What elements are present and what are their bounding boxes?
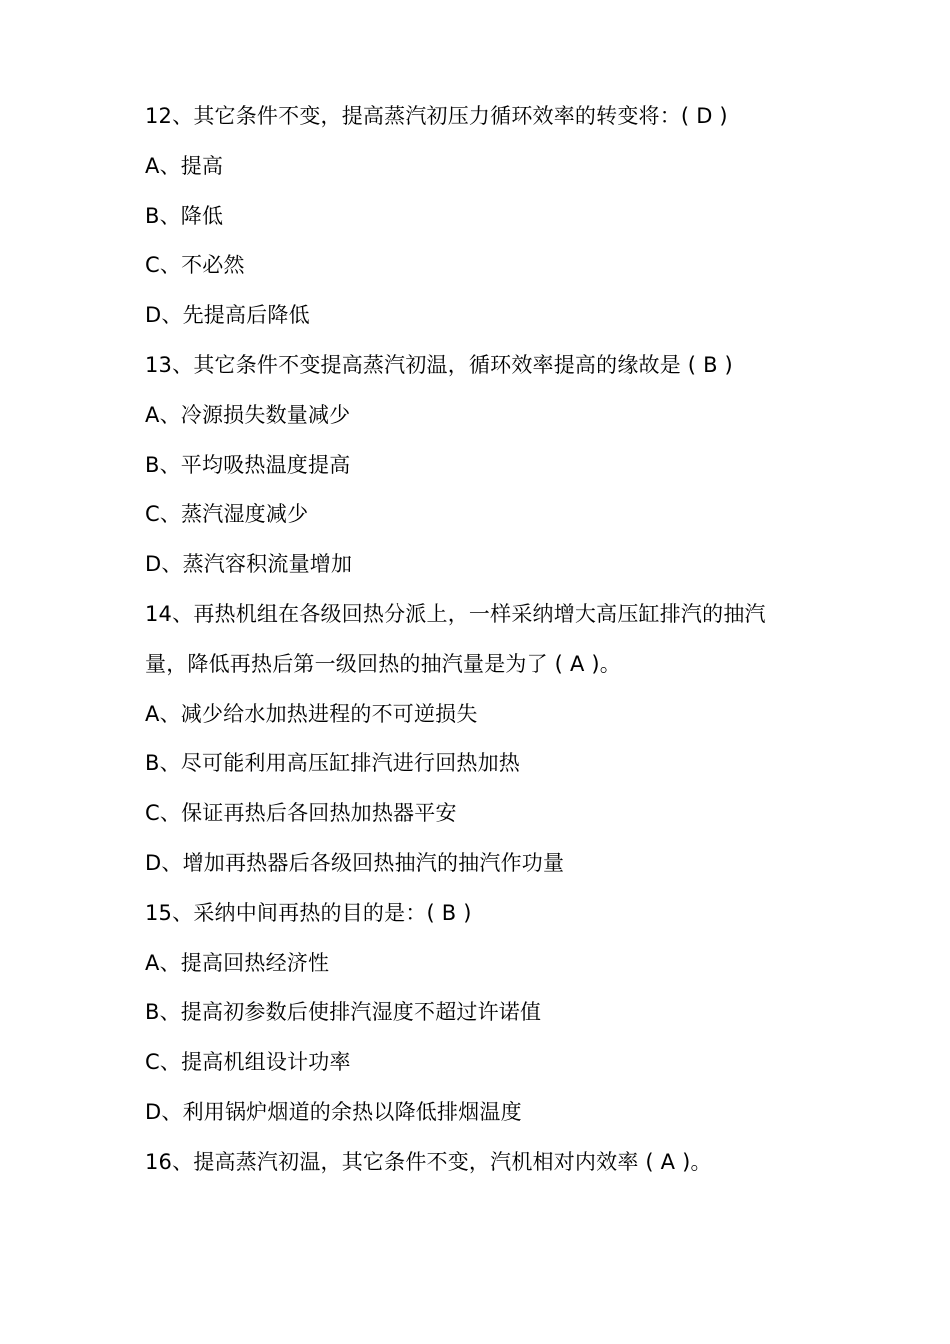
question-15-option-a: A、提高回热经济性 (145, 950, 330, 975)
question-13-option-a: A、冷源损失数量减少 (145, 402, 351, 427)
question-14-option-c: C、保证再热后各回热加热器平安 (145, 801, 457, 826)
question-13-option-d: D、蒸汽容积流量增加 (145, 552, 353, 577)
question-14-option-a: A、减少给水加热进程的不可逆损失 (145, 701, 478, 726)
question-12-stem: 12、其它条件不变，提高蒸汽初压力循环效率的转变将：( D ) (145, 104, 728, 128)
question-14-option-b: B、尽可能利用高压缸排汽进行回热加热 (145, 751, 521, 776)
question-13-option-c: C、蒸汽湿度减少 (145, 502, 309, 527)
question-15-option-b: B、提高初参数后使排汽湿度不超过许诺值 (145, 1000, 542, 1025)
question-13-option-b: B、平均吸热温度提高 (145, 452, 351, 477)
question-15-option-c: C、提高机组设计功率 (145, 1050, 351, 1075)
question-13-stem: 13、其它条件不变提高蒸汽初温，循环效率提高的缘故是 ( B ) (145, 352, 733, 377)
question-12-option-c: C、不必然 (145, 253, 245, 278)
question-12-option-b: B、降低 (145, 203, 224, 228)
question-12-option-a: A、提高 (145, 153, 224, 178)
question-16-stem: 16、提高蒸汽初温，其它条件不变，汽机相对内效率 ( A )。 (145, 1149, 712, 1174)
question-15-stem: 15、采纳中间再热的目的是：( B ) (145, 900, 472, 925)
question-text-block (145, 92, 825, 1188)
question-14-stem-line-2: 量，降低再热后第一级回热的抽汽量是为了 ( A )。 (145, 651, 621, 676)
question-14-stem-line-1: 14、再热机组在各级回热分派上，一样采纳增大高压缸排汽的抽汽 (145, 601, 766, 626)
question-12-option-d: D、先提高后降低 (145, 303, 310, 328)
question-14-option-d: D、增加再热器后各级回热抽汽的抽汽作功量 (145, 850, 565, 875)
question-15-option-d: D、利用锅炉烟道的余热以降低排烟温度 (145, 1099, 522, 1124)
